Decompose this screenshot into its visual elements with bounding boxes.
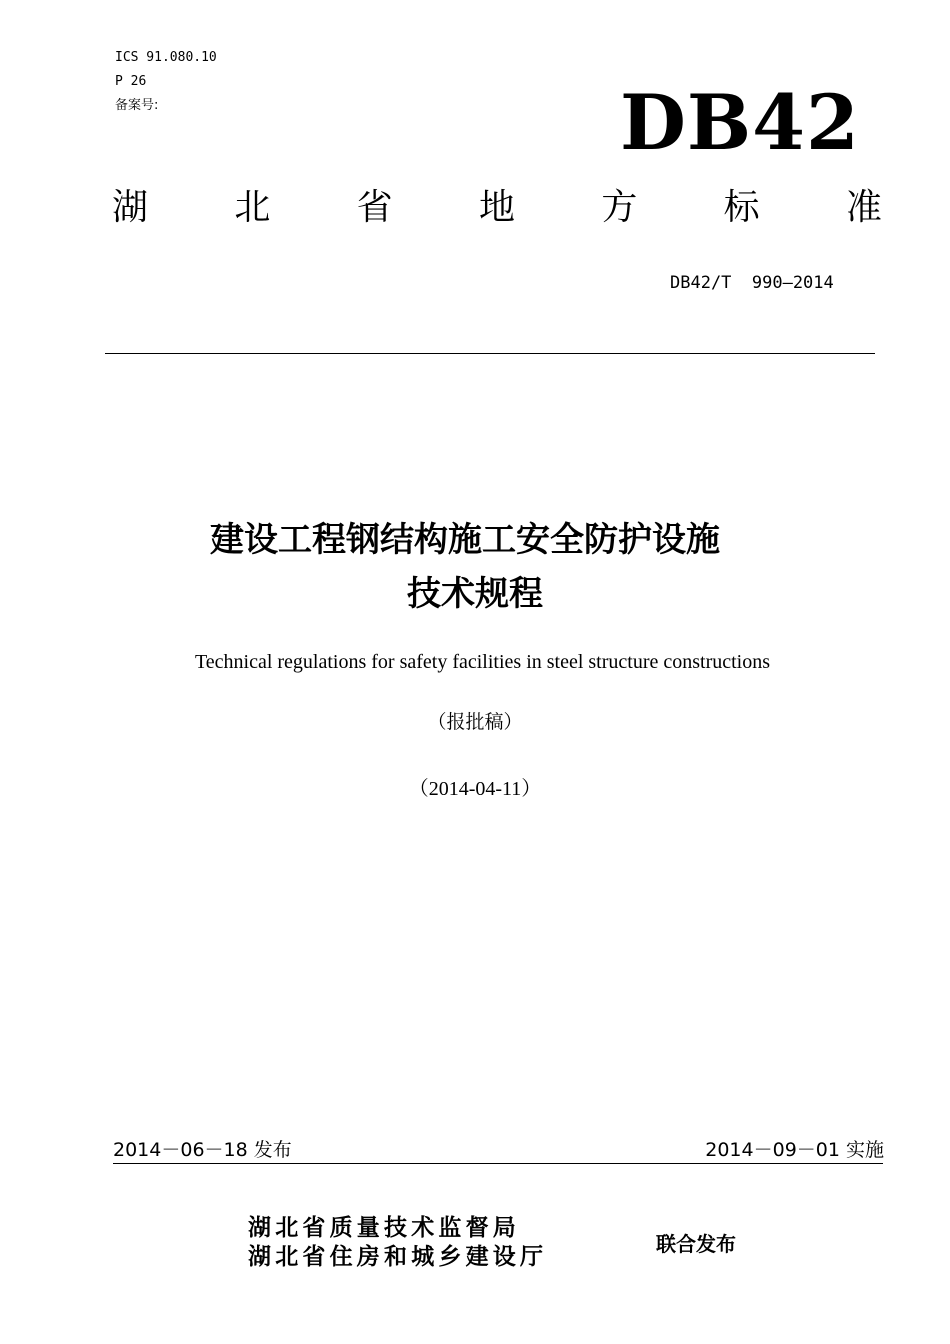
title-en: Technical regulations for safety facilities in steel structure constructions <box>194 651 771 673</box>
draft-date: （2014-04-11） <box>408 778 542 800</box>
issuer-housing-department: 湖北省住房和城乡建设厅 <box>248 1244 548 1270</box>
standard-type <box>112 186 882 230</box>
record-number-label: 备案号: <box>115 98 159 113</box>
standard-type-char: 省 <box>356 187 393 228</box>
standard-type-char: 地 <box>478 187 515 228</box>
standard-type-char: 方 <box>601 187 638 228</box>
issue-date: 2014－06－18 发布 <box>113 1139 292 1161</box>
standard-type-char: 北 <box>234 187 271 228</box>
standard-type-char: 标 <box>723 187 760 228</box>
draft-status: （报批稿） <box>427 711 523 733</box>
db-code-logo: DB42 <box>620 78 860 167</box>
classification-code: P 26 <box>115 74 147 89</box>
bottom-divider <box>113 1163 883 1164</box>
issuer-quality-bureau: 湖北省质量技术监督局 <box>248 1215 520 1241</box>
title-cn-line1: 建设工程钢结构施工安全防护设施 <box>210 520 720 560</box>
title-cn-line2: 技术规程 <box>407 574 543 614</box>
standard-number: DB42/T 990—2014 <box>670 273 834 293</box>
effective-date: 2014－09－01 实施 <box>705 1139 884 1161</box>
ics-code: ICS 91.080.10 <box>115 50 217 65</box>
standard-type-char: 准 <box>845 187 882 228</box>
standard-type-char: 湖 <box>112 187 149 228</box>
top-divider <box>105 353 875 354</box>
joint-issue-label: 联合发布 <box>656 1232 736 1256</box>
